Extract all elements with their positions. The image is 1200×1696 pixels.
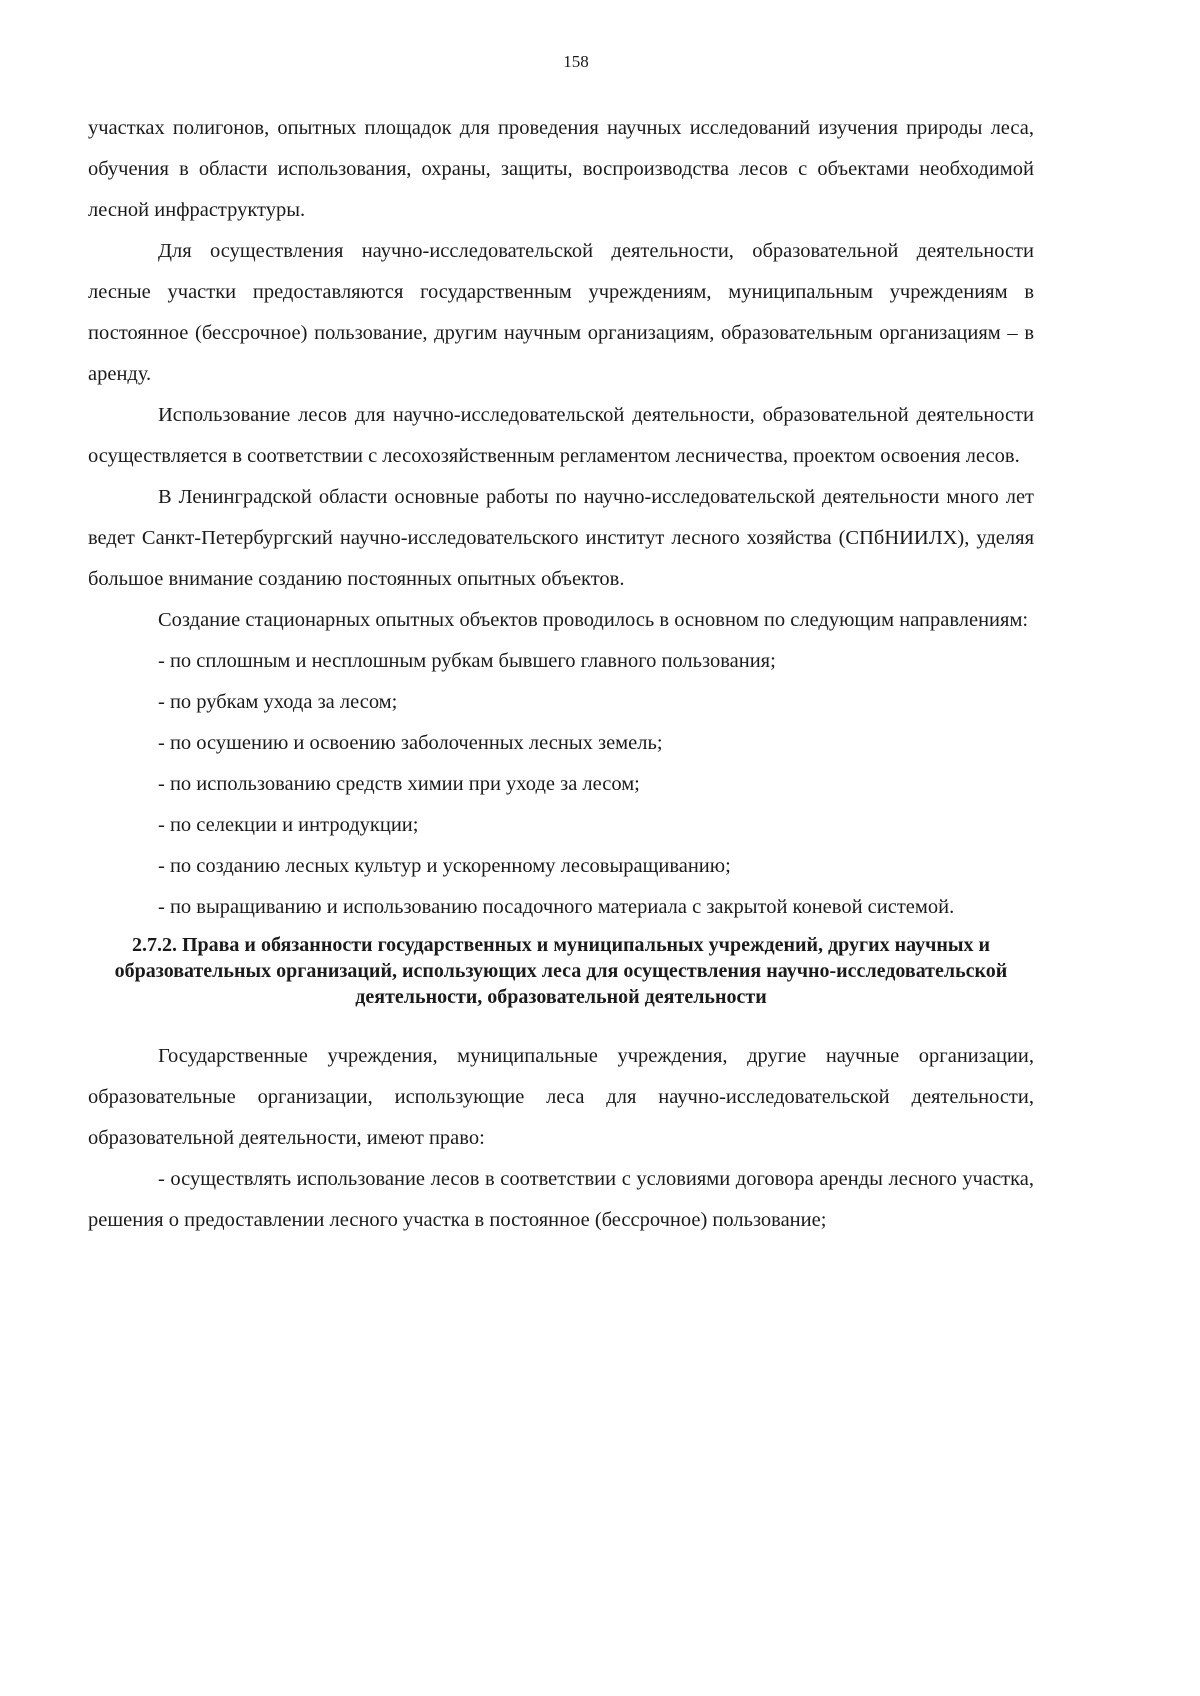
page-number: 158 xyxy=(563,52,589,71)
directions-list xyxy=(88,641,1034,928)
list-item: - по рубкам ухода за лесом; xyxy=(158,691,398,713)
paragraph-research-institute: В Ленинградской области основные работы по научно-исследовательской деятельности много лет ведет Санкт-Петербургский научно-исследовательского институт лесного хозяйства (СПбНИИЛХ), уделяя большое внимание созданию постоянных опытных объектов. xyxy=(88,486,1034,590)
list-item: - по использованию средств химии при уходе за лесом; xyxy=(158,773,640,795)
section-heading: 2.7.2. Права и обязанности государственных и муниципальных учреждений, других научных и образовательных организаций, использующих леса для осуществления научно-исследовательской деятельности, образовательной деятельности xyxy=(114,934,1008,1008)
list-item: - осуществлять использование лесов в соответствии с условиями договора аренды лесного участка, решения о предоставлении лесного участка в постоянное (бессрочное) пользование; xyxy=(88,1168,1034,1231)
list-item: - по выращиванию и использованию посадочного материала с закрытой коневой системой. xyxy=(158,896,955,918)
rights-list xyxy=(88,1159,1034,1241)
list-item: - по созданию лесных культур и ускоренному лесовыращиванию; xyxy=(158,855,731,877)
paragraph-forest-use: Использование лесов для научно-исследовательской деятельности, образовательной деятельности осуществляется в соответствии с лесохозяйственным регламентом лесничества, проектом освоения лесов. xyxy=(88,404,1034,467)
paragraph-rights-intro: Государственные учреждения, муниципальные учреждения, другие научные организации, образовательные организации, использующие леса для научно-исследовательской деятельности, образовательной деятельности, имеют право: xyxy=(88,1045,1034,1149)
paragraph-land-allocation: Для осуществления научно-исследовательской деятельности, образовательной деятельности лесные участки предоставляются государственным учреждениям, муниципальным учреждениям в постоянное (бессрочное) пользование, другим научным организациям, образовательным организациям – в аренду. xyxy=(88,240,1034,385)
list-item: - по осушению и освоению заболоченных лесных земель; xyxy=(158,732,663,754)
list-item: - по сплошным и несплошным рубкам бывшего главного пользования; xyxy=(158,650,776,672)
list-item: - по селекции и интродукции; xyxy=(158,814,419,836)
paragraph-directions-intro: Создание стационарных опытных объектов проводилось в основном по следующим направлениям: xyxy=(158,609,1029,631)
paragraph-continuation: участках полигонов, опытных площадок для проведения научных исследований изучения природы леса, обучения в области использования, охраны, защиты, воспроизводства лесов с объектами необходимой лесной инфраструктуры. xyxy=(88,117,1034,221)
